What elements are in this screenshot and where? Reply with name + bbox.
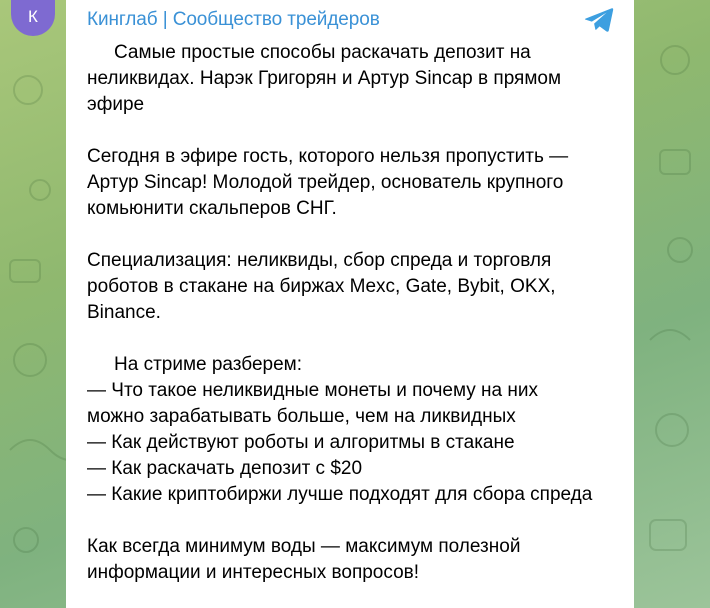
- specialization-line: роботов в стакане на биржах Mexc, Gate, Bybit, OKX,: [87, 276, 556, 297]
- list-item: — Что такое неликвидные монеты и почему на них: [87, 380, 538, 401]
- avatar-letter: К: [28, 7, 38, 26]
- list-item: — Какие криптобиржи лучше подходят для сбора спреда: [87, 484, 593, 505]
- list-item: — Как действуют роботы и алгоритмы в стакане: [87, 432, 515, 453]
- message-header: [87, 6, 614, 34]
- message-title-line: эфире: [87, 94, 145, 115]
- outro-line: Как всегда минимум воды — максимум полезной: [87, 536, 521, 557]
- list-item: — Как раскачать депозит с $20: [87, 458, 363, 479]
- channel-name-link[interactable]: Кинглаб | Сообщество трейдеров: [87, 9, 380, 30]
- intro-line: Сегодня в эфире гость, которого нельзя пропустить —: [87, 146, 569, 167]
- channel-avatar[interactable]: [11, 0, 55, 36]
- specialization-line: Binance.: [87, 302, 161, 323]
- message-bubble: [66, 0, 634, 608]
- message-title-line: Самые простые способы раскачать депозит на: [114, 42, 531, 63]
- message-title-line: неликвидах. Нарэк Григорян и Артур Sincap в прямом: [87, 68, 562, 89]
- stream-heading: На стриме разберем:: [114, 354, 302, 375]
- intro-line: Артур Sincap! Молодой трейдер, основатель крупного: [87, 172, 564, 193]
- list-item: можно зарабатывать больше, чем на ликвидных: [87, 406, 516, 427]
- outro-line: информации и интересных вопросов!: [87, 562, 420, 583]
- telegram-icon[interactable]: [584, 7, 614, 33]
- specialization-line: Специализация: неликвиды, сбор спреда и торговля: [87, 250, 552, 271]
- intro-line: комьюнити скальперов СНГ.: [87, 198, 337, 219]
- message-text: [87, 40, 614, 586]
